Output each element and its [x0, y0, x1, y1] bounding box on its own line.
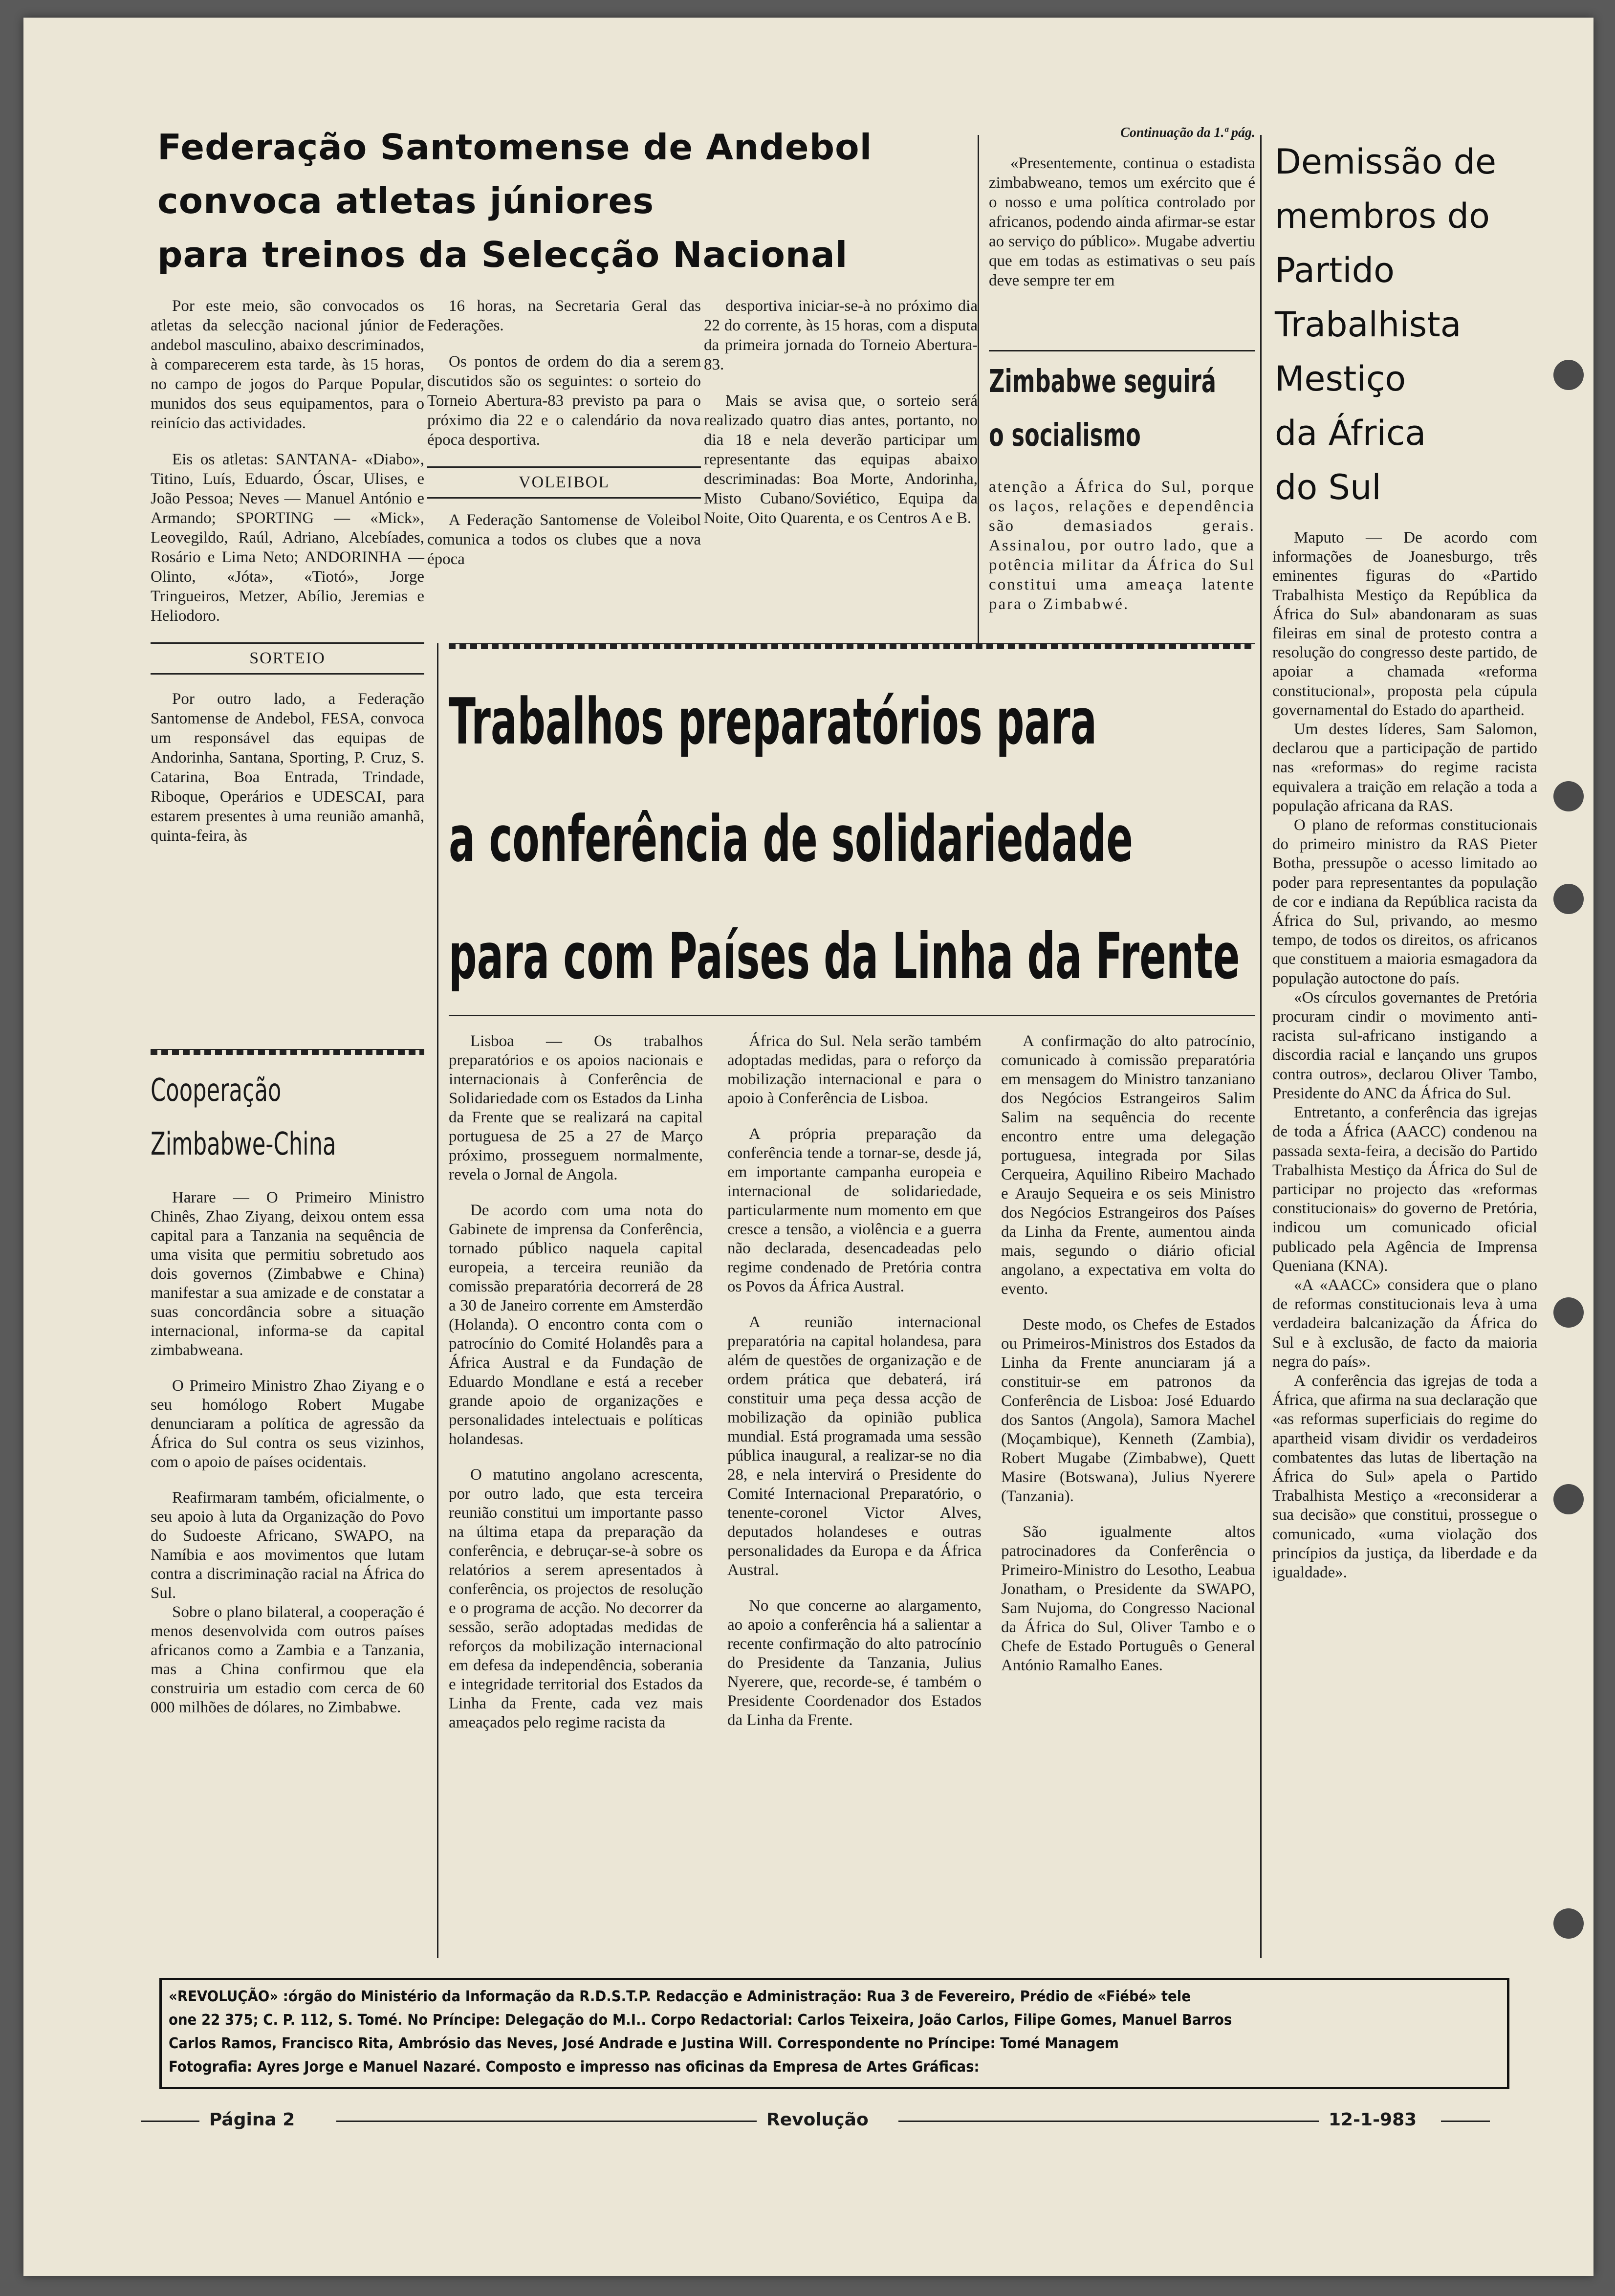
paragraph: desportiva iniciar-se-à no próximo dia 22 do corrente, às 15 horas, com a disputa da primeira jornada do Torneio Abertura-83.	[704, 297, 978, 373]
demissao-headline-line: membros do	[1275, 196, 1490, 236]
paragraph: Harare — O Primeiro Ministro Chinês, Zhao Ziyang, deixou ontem essa capital para a Tanzania na sequência de uma visita que permitiu sobretudo aos dois governos (Zimbabwe e China) manifestar a sua amizade e de constatar a suas concordância sobre a situação internacional, informa-se da capital zimbabweana.	[151, 1189, 424, 1359]
paragraph: O matutino angolano acrescenta, por outro lado, que esta terceira reunião constitui um importante passo na última etapa da preparação da conferência, e debruçar-se-à sobre os relatórios a serem apresentados à conferência, os projectos de resolução e o programa de acção. No decorrer da sessão, serão adoptadas medidas de reforços da mobilização internacional em defesa da independência, soberania e integridade territorial dos Estados da Linha da Frente, cada vez mais ameaçados pelo regime racista da	[449, 1466, 703, 1731]
footer-rule	[336, 2121, 757, 2122]
paragraph: «A «AACC» considera que o plano de reformas constitucionais leva à uma verdadeira balcanização da África do Sul e à exclusão, de facto da maioria negra do país».	[1272, 1276, 1537, 1371]
paragraph: A conferência das igrejas de toda a África, que afirma na sua declaração que «as reformas superficiais do regime do apartheid visam dividir os verdadeiros combatentes das lutas de libertação na África do Sul» apela o Partido Trabalhista Mestiço a «reconsiderar a sua decisão» que constitui, prossegue o comunicado, «uma violação dos princípios da justiça, da liberdade e da igualdade».	[1272, 1372, 1537, 1581]
paragraph: São igualmente altos patrocinadores da Conferência o Primeiro-Ministro do Lesotho, Leabua Jonatham, o Presidente da SWAPO, Sam Nujoma, do Congresso Nacional da África do Sul, Oliver Tambo e o Chefe de Estado Português o General António Ramalho Eanes.	[1001, 1523, 1255, 1674]
masthead-line: Fotografia: Ayres Jorge e Manuel Nazaré. Composto e impresso nas oficinas da Empresa de Artes Gráficas:	[169, 2058, 980, 2076]
paragraph: Por outro lado, a Federação Santomense de Andebol, FESA, convoca um responsável das equipas de Andorinha, Santana, Sporting, P. Cruz, S. Catarina, Boa Entrada, Trindade, Riboque, Operários e UDESCAI, para estarem presentes à uma reunião amanhã, quinta-feira, às	[151, 690, 424, 845]
andebol-column-2	[427, 296, 701, 586]
paragraph: Reafirmaram também, oficialmente, o seu apoio à luta da Organização do Povo do Sudoeste Africano, SWAPO, na Namíbia e aos movimentos que lutam contra a discriminação racial na África do Sul.	[151, 1489, 424, 1602]
paragraph: 16 horas, na Secretaria Geral das Federações.	[427, 297, 701, 334]
trabalhos-headline-line: para com Países da Linha da Frente	[449, 919, 1240, 993]
trabalhos-column-1	[449, 1032, 703, 1749]
footer-page-number: Página 2	[209, 2110, 295, 2130]
punch-hole	[1553, 1297, 1584, 1328]
trabalhos-column-3	[1001, 1032, 1255, 1692]
paragraph: Os pontos de ordem do dia a serem discutidos são os seguintes: o sorteio do Torneio Abertura-83 previsto pa para o próximo dia 22 e o calendário da nova época desportiva.	[427, 353, 701, 449]
zimbabwe-headline	[989, 355, 1255, 477]
footer-paper-name: Revolução	[766, 2110, 869, 2130]
divider	[989, 350, 1255, 351]
paragraph: O plano de reformas constitucionais do primeiro ministro da RAS Pieter Botha, pressupõe o acesso limitado ao poder para representantes da população de cor e indiana da República racista da África do Sul, privando, ao mesmo tempo, de todos os direitos, os africanos que constituem a maioria esmagadora da população autoctone do país.	[1272, 816, 1537, 987]
footer-rule	[898, 2121, 1319, 2122]
demissao-headline	[1275, 135, 1549, 515]
paragraph: No que concerne ao alargamento, ao apoio a conferência há a salientar a recente confirmação do alto patrocínio do Presidente da Tanzania, Julius Nyerere, que, recorde-se, é também o Presidente Coordenador dos Estados da Linha da Frente.	[727, 1597, 982, 1729]
voleibol-subtitle: VOLEIBOL	[427, 466, 701, 499]
masthead-line: «REVOLUÇÃO» :órgão do Ministério da Informação da R.D.S.T.P. Redacção e Administração: Rua 3 de Fevereiro, Prédio de «Fiébé» tele	[169, 1988, 1191, 2005]
paragraph: Um destes líderes, Sam Salomon, declarou que a participação de partido nas «reformas» do regime racista equivalera a traição em relação a toda a população africana da RAS.	[1272, 721, 1537, 815]
paragraph: Entretanto, a conferência das igrejas de toda a África (AACC) condenou na passada sexta-feira, a decisão do Partido Trabalhista Mestiço da África do Sul de participar no projecto das «reformas constitucionais» do governo de Pretória, indicou um comunicado oficial publicado pela Agência de Imprensa Queniana (KNA).	[1272, 1104, 1537, 1275]
masthead-line: Carlos Ramos, Francisco Rita, Ambrósio das Neves, José Andrade e Justina Will. Correspondente no Príncipe: Tomé Managem	[169, 2035, 1119, 2052]
trabalhos-headline-line: a conferência de solidariedade	[449, 802, 1133, 876]
paragraph: África do Sul. Nela serão também adoptadas medidas, para o reforço da mobilização internacional e para o apoio à Conferência de Lisboa.	[727, 1032, 982, 1107]
paragraph: O Primeiro Ministro Zhao Ziyang e o seu homólogo Robert Mugabe denunciaram a política de agressão da África do Sul contra os seus vizinhos, com o apoio de países ocidentais.	[151, 1377, 424, 1471]
zimbabwe-text-2	[989, 477, 1255, 631]
column-divider	[978, 135, 979, 643]
demissao-headline-line: da África	[1275, 413, 1426, 453]
andebol-headline-line: Federação Santomense de Andebol	[157, 127, 873, 168]
masthead-box	[159, 1978, 1509, 2089]
demissao-headline-line: Demissão de	[1275, 142, 1497, 182]
paragraph: «Os círculos governantes de Pretória procuram cindir o movimento anti-racista sul-africano instigando a discordia racial e lançando uns grupos contra outros», declarou Oliver Tambo, Presidente do ANC da África do Sul.	[1272, 988, 1537, 1102]
trabalhos-headline-line: Trabalhos preparatórios para	[449, 684, 1097, 759]
trabalhos-column-2	[727, 1032, 982, 1747]
sorteio-subtitle: SORTEIO	[151, 642, 424, 675]
paragraph: Sobre o plano bilateral, a cooperação é menos desenvolvida com outros países africanos como a Zambia e a Tanzania, mas a China confirmou que ela construiria um estadio com cerca de 60 000 milhões de dólares, no Zimbabwe.	[151, 1603, 424, 1716]
demissao-headline-line: Mestiço	[1275, 359, 1406, 399]
paragraph: De acordo com uma nota do Gabinete de imprensa da Conferência, tornado público naquela capital europeia, a terceira reunião da comissão preparatória decorrerá de 28 a 30 de Janeiro corrente em Amsterdão (Holanda). O encontro conta com o patrocínio do Comité Holandês para a África Austral e da Fundação de Eduardo Mondlane e está a receber grande apoio de organizações e personalidades intelectuais e políticas holandesas.	[449, 1202, 703, 1448]
footer-date: 12-1-983	[1329, 2110, 1417, 2130]
cooperacao-headline	[151, 1064, 424, 1186]
paragraph: Deste modo, os Chefes de Estados ou Primeiros-Ministros dos Estados da Linha da Frente anunciaram já a constituir-se em patronos da Conferência de Lisboa: José Eduardo dos Santos (Angola), Samora Machel (Moçambique), Kenneth (Zambia), Robert Mugabe (Zimbabwe), Quett Masire (Botswana), Julius Nyerere (Tanzania).	[1001, 1316, 1255, 1505]
paragraph: A própria preparação da conferência tende a tornar-se, desde já, em importante campanha europeia e internacional de solidariedade, particularmente num momento em que cresce a tensão, a violência e a guerra não declarada, desencadeadas pelo regime condenado de Pretória contra os Povos da África Austral.	[727, 1125, 982, 1295]
paragraph: Mais se avisa que, o sorteio será realizado quatro dias antes, portanto, no dia 18 e nela deverão participar um representante das equipas abaixo descriminadas: Boa Morte, Andorinha, Misto Cubano/Soviético, Equipa da Noite, Oito Quarenta, e os Centros A e B.	[704, 392, 978, 527]
punch-hole	[1553, 781, 1584, 811]
demissao-headline-line: do Sul	[1275, 467, 1381, 507]
trabalhos-headline	[449, 663, 1255, 1015]
decorative-divider	[151, 1049, 424, 1055]
andebol-headline	[157, 120, 988, 282]
andebol-column-3	[704, 296, 978, 545]
cooperacao-headline-line: Zimbabwe-China	[151, 1126, 336, 1162]
paragraph: Eis os atletas: SANTANA- «Diabo», Titino, Luís, Eduardo, Óscar, Ulises, e João Pessoa; Neves — Manuel António e Armando; SPORTING — «Mick», Leovegildo, Raúl, Adriano, Alcebíades, Rosário e Lima Neto; ANDORINHA — Olinto, «Jóta», «Tiotó», Jorge Tringueiros, Metzer, Abílio, Jeremias e Heliodoro.	[151, 451, 424, 625]
newspaper-page	[23, 18, 1593, 2276]
paragraph: A reunião internacional preparatória na capital holandesa, para além de questões de organização e de ordem prática que debaterá, irá constituir uma peça dessa acção de mobilização da opinião publica mundial. Está programada uma sessão pública inaugural, a realizar-se no dia 28, e nela intervirá o Presidente do Comité Internacional Preparatório, o tenente-coronel Victor Alves, deputados holandeses e outras personalidades da Europa e da África Austral.	[727, 1313, 982, 1579]
column-divider	[437, 643, 438, 1958]
andebol-headline-line: convoca atletas júniores	[157, 180, 655, 221]
demissao-headline-line: Partido	[1275, 250, 1395, 290]
paragraph: A confirmação do alto patrocínio, comunicado à comissão preparatória em mensagem do Ministro tanzaniano dos Negócios Estrangeiros Salim Salim na sequência do recente encontro entre uma delegação portuguesa, integrada por Silas Cerqueira, Aquilino Ribeiro Machado e Araujo Sequeira e os seis Ministro dos Negócios Estrangeiros dos Países da Linha da Frente, aumentou ainda mais, segundo o diário oficial angolano, a expectativa em volta do evento.	[1001, 1032, 1255, 1298]
paragraph: Lisboa — Os trabalhos preparatórios e os apoios nacionais e internacionais à Conferência de Solidariedade com os Estados da Linha da Frente que se realizará na capital portuguesa de 25 a 27 de Março próximo, prosseguem normalmente, revela o Jornal de Angola.	[449, 1032, 703, 1183]
punch-hole	[1553, 884, 1584, 914]
cooperacao-headline-line: Cooperação	[151, 1072, 282, 1109]
punch-hole	[1553, 1908, 1584, 1939]
andebol-headline-line: para treinos da Selecção Nacional	[157, 234, 848, 275]
punch-hole	[1553, 360, 1584, 390]
footer-rule	[1441, 2121, 1490, 2122]
zimbabwe-text-1	[989, 153, 1255, 307]
footer-rule	[141, 2121, 199, 2122]
paragraph: Por este meio, são convocados os atletas da selecção nacional júnior de andebol masculino, abaixo descriminados, à comparecerem esta tarde, às 15 horas, no campo de jogos do Parque Popular, munidos dos seus equipamentos, para o reinício das actividades.	[151, 297, 424, 432]
punch-hole	[1553, 1484, 1584, 1514]
column-divider	[1260, 135, 1262, 1958]
paragraph: Maputo — De acordo com informações de Joanesburgo, três eminentes figuras do «Partido Trabalhista Mestiço da República da África do Sul» abandonaram as suas fileiras em sinal de protesto contra a resolução do congresso deste partido, de apoiar a chamada «reforma constitucional», proposta pela cúpula governamental do Estado do apartheid.	[1272, 529, 1537, 719]
cooperacao-body	[151, 1188, 424, 1717]
masthead-line: one 22 375; C. P. 112, S. Tomé. No Príncipe: Delegação do M.I.. Corpo Redactorial: Carlos Teixeira, João Carlos, Filipe Gomes, Manuel Barros	[169, 2012, 1232, 2029]
zimbabwe-headline-line: o socialismo	[989, 417, 1141, 454]
zimbabwe-headline-line: Zimbabwe seguirá	[989, 364, 1216, 400]
continuation-note: Continuação da 1.ª pág.	[1120, 125, 1255, 140]
paragraph: A Federação Santomense de Voleibol comunica a todos os clubes que a nova época	[427, 511, 701, 568]
andebol-column-1	[151, 296, 424, 862]
paragraph: atenção a África do Sul, porque os laços, relações e dependência são demasiados gerais. Assinalou, por outro lado, que a potência militar da África do Sul constitui uma ameaça latente para o Zimbabwé.	[989, 478, 1255, 613]
demissao-headline-line: Trabalhista	[1275, 305, 1462, 345]
paragraph: «Presentemente, continua o estadista zimbabweano, temos um exército que é o nosso e uma política controlado por africanos, podendo ainda afirmar-se estar ao serviço do público». Mugabe advertiu que em todas as estimativas o seu país deve sempre ter em	[989, 154, 1255, 289]
divider	[449, 1015, 1255, 1016]
demissao-body	[1272, 528, 1537, 1582]
decorative-divider	[449, 643, 1255, 649]
